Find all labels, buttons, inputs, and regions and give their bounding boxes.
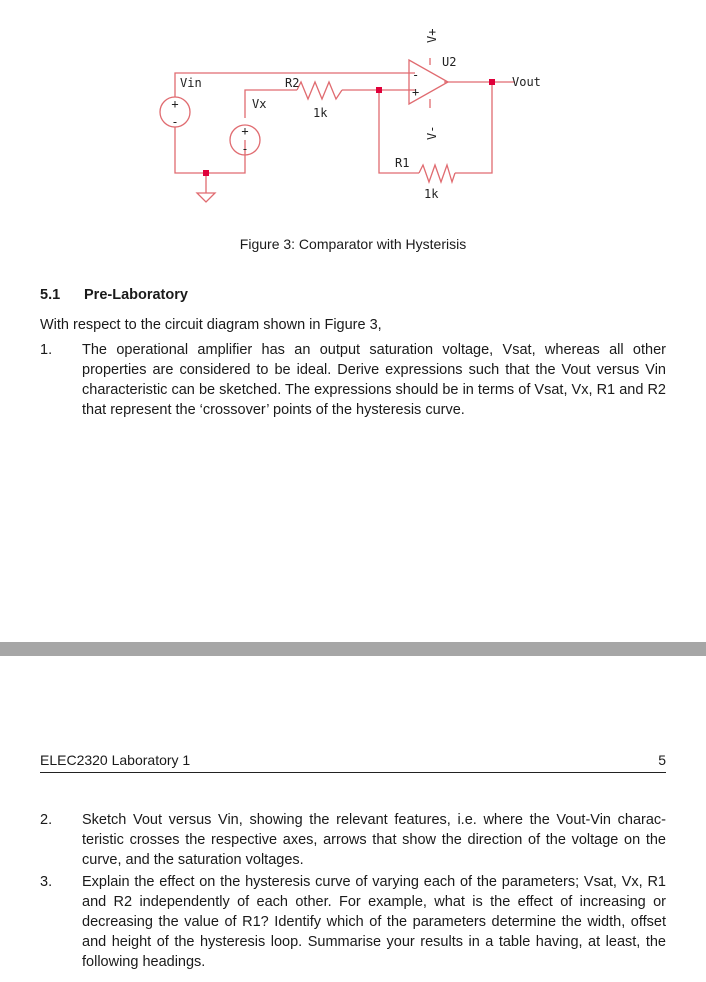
svg-text:+: + — [241, 124, 249, 138]
vout-label: Vout — [512, 75, 541, 89]
list-number: 2. — [40, 812, 53, 828]
course-label: ELEC2320 Laboratory 1 — [40, 752, 191, 768]
r2-label: R2 — [285, 76, 300, 90]
page-break-band — [0, 642, 706, 656]
list-number: 1. — [40, 342, 53, 358]
list-text: The operational amplifier has an output saturation voltage, Vsat, whereas all other properties are considered to be ideal. Derive expressions such that the Vout versus Vin characteristic can be sketched. The expressions should be in terms of Vsat, Vx, R1 and R2 that represent the ‘crossover’ points of the hysteresis curve. — [82, 342, 666, 418]
list-number: 3. — [40, 874, 53, 890]
r2-resistor — [297, 82, 342, 99]
list-item-3 — [40, 872, 666, 972]
section-number: 5.1 — [40, 287, 61, 303]
list-item-1 — [40, 340, 666, 420]
ground-symbol — [197, 193, 215, 202]
r1-value: 1k — [424, 187, 439, 201]
svg-text:+: + — [171, 97, 179, 111]
svg-text:-: - — [412, 68, 420, 82]
figure-caption: Figure 3: Comparator with Hysterisis — [239, 236, 467, 252]
vplus-label: V+ — [425, 28, 439, 43]
vminus-label: V- — [425, 125, 439, 140]
circuit-diagram — [0, 0, 706, 225]
wires — [175, 58, 515, 193]
intro-text: With respect to the circuit diagram shown in Figure 3, — [40, 317, 382, 333]
r1-resistor — [419, 165, 455, 182]
list-text: Sketch Vout versus Vin, showing the relevant features, i.e. where the Vout-Vin charac-teristic crosses the respective axes, arrows that show the direction of the voltage on the curve, and the saturation voltages. — [82, 812, 666, 868]
svg-text:-: - — [171, 115, 179, 129]
r2-value: 1k — [313, 106, 328, 120]
page-header-rule — [40, 752, 666, 773]
vin-source — [160, 97, 190, 129]
section-title: Pre-Laboratory — [84, 287, 188, 303]
section-heading — [40, 287, 188, 303]
svg-text:-: - — [241, 142, 249, 156]
list-text: Explain the effect on the hysteresis curve of varying each of the parameters; Vsat, Vx, R1 and R2 independently of each other. For example, what is the effect of increasing or decreasing the value of R1? Identify which of the parameters determine the width, offset and height of the hysteresis loop. Summarise your results in a table having, at least, the following headings. — [82, 874, 666, 970]
svg-text:+: + — [412, 85, 420, 99]
vin-label: Vin — [180, 76, 202, 90]
vx-label: Vx — [252, 97, 267, 111]
r1-label: R1 — [395, 156, 410, 170]
page-number: 5 — [658, 752, 666, 768]
u2-label: U2 — [442, 55, 457, 69]
list-item-2 — [40, 810, 666, 870]
